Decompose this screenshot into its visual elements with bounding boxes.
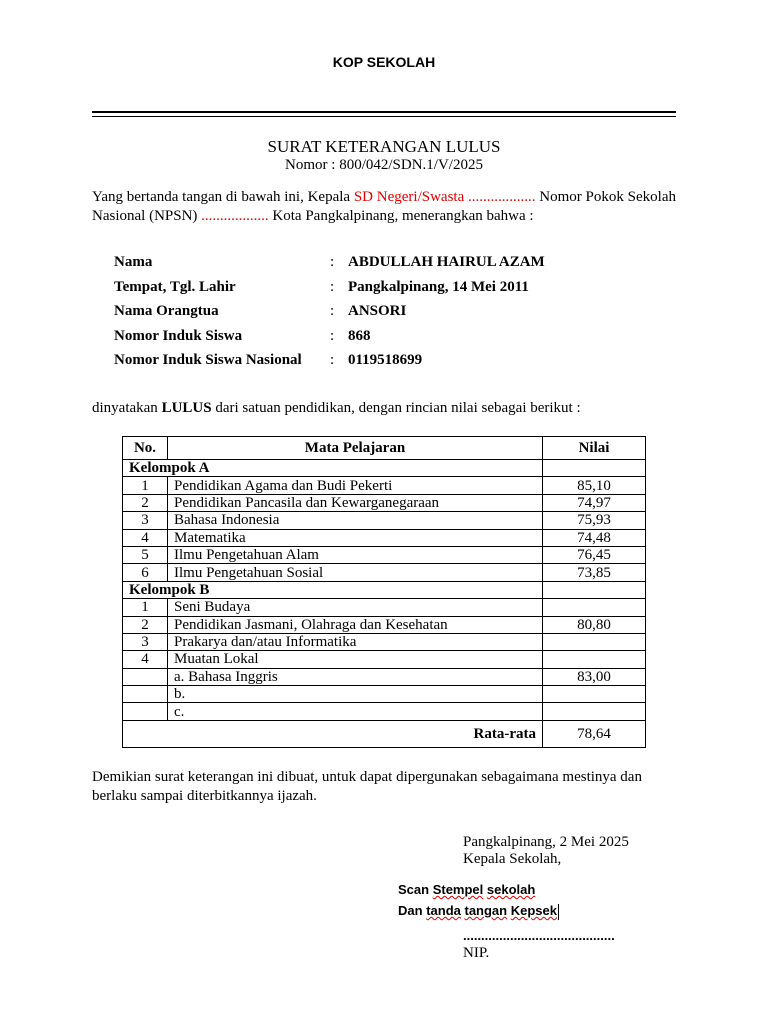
school-name-placeholder: SD Negeri/Swasta bbox=[353, 189, 465, 205]
table-row bbox=[123, 686, 646, 703]
table-header-row bbox=[123, 437, 646, 460]
subject-cell: Pendidikan Agama dan Budi Pekerti bbox=[168, 477, 543, 494]
npsn-placeholder: .................. bbox=[201, 208, 269, 224]
score-cell bbox=[543, 686, 646, 703]
no-cell bbox=[123, 668, 168, 685]
subject-cell: Muatan Lokal bbox=[168, 651, 543, 668]
document-title: SURAT KETERANGAN LULUS bbox=[267, 137, 501, 156]
student-label: Nomor Induk Siswa bbox=[114, 327, 243, 344]
table-row bbox=[123, 616, 646, 633]
table-row bbox=[123, 564, 646, 581]
table-row bbox=[123, 668, 646, 685]
score-cell: 80,80 bbox=[543, 616, 646, 633]
no-cell bbox=[123, 703, 168, 720]
statement-text: dinyatakan bbox=[92, 400, 162, 416]
subject-cell: Bahasa Indonesia bbox=[168, 512, 543, 529]
score-cell bbox=[543, 633, 646, 650]
score-cell: 76,45 bbox=[543, 546, 646, 563]
signature-block bbox=[463, 834, 629, 868]
stamp-line-1 bbox=[398, 879, 559, 900]
score-cell bbox=[543, 460, 646, 477]
score-cell: 83,00 bbox=[543, 668, 646, 685]
subject-cell: Seni Budaya bbox=[168, 599, 543, 616]
header-score: Nilai bbox=[543, 437, 646, 460]
no-cell bbox=[123, 686, 168, 703]
score-cell bbox=[543, 651, 646, 668]
score-cell: 73,85 bbox=[543, 564, 646, 581]
table-row bbox=[123, 651, 646, 668]
lulus-emphasis: LULUS bbox=[161, 400, 212, 416]
no-cell: 6 bbox=[123, 564, 168, 581]
subject-cell: b. bbox=[168, 686, 543, 703]
intro-text-1: Yang bertanda tangan di bawah ini, Kepala bbox=[92, 189, 354, 205]
score-cell: 74,97 bbox=[543, 494, 646, 511]
colon: : bbox=[330, 254, 335, 270]
stamp-word: tanda bbox=[426, 903, 461, 918]
header-rule-thick bbox=[92, 111, 676, 113]
no-cell: 4 bbox=[123, 529, 168, 546]
signatory-role: Kepala Sekolah, bbox=[463, 851, 562, 867]
letterhead-placeholder: KOP SEKOLAH bbox=[332, 54, 436, 70]
subject-cell: Pendidikan Jasmani, Olahraga dan Kesehatan bbox=[168, 616, 543, 633]
group-row bbox=[123, 581, 646, 598]
table-row bbox=[123, 633, 646, 650]
subject-cell: Ilmu Pengetahuan Alam bbox=[168, 546, 543, 563]
student-value: 868 bbox=[348, 327, 371, 344]
subject-cell: Matematika bbox=[168, 529, 543, 546]
student-label: Nomor Induk Siswa Nasional bbox=[114, 352, 302, 368]
colon: : bbox=[330, 303, 335, 319]
score-cell: 74,48 bbox=[543, 529, 646, 546]
intro-text-3: Kota Pangkalpinang, menerangkan bahwa : bbox=[268, 208, 534, 224]
statement-text: dari satuan pendidikan, dengan rincian nilai sebagai berikut : bbox=[211, 400, 581, 416]
colon: : bbox=[330, 327, 335, 344]
grades-table bbox=[122, 436, 646, 748]
intro-text-2: Nomor Pokok Sekolah Nasional (NPSN) bbox=[92, 189, 676, 224]
table-row bbox=[123, 494, 646, 511]
score-cell bbox=[543, 599, 646, 616]
student-label: Tempat, Tgl. Lahir bbox=[114, 278, 236, 295]
intro-paragraph bbox=[92, 188, 676, 226]
nip-label: NIP. bbox=[463, 945, 490, 961]
stamp-word: Kepsek bbox=[510, 903, 557, 918]
subject-cell: c. bbox=[168, 703, 543, 720]
stamp-word: tangan bbox=[464, 903, 508, 918]
table-row bbox=[123, 599, 646, 616]
subject-cell: Pendidikan Pancasila dan Kewarganegaraan bbox=[168, 494, 543, 511]
no-cell: 5 bbox=[123, 546, 168, 563]
school-dots-placeholder: .................. bbox=[464, 189, 536, 205]
header-rule-thin bbox=[92, 116, 676, 117]
group-row bbox=[123, 460, 646, 477]
header-no: No. bbox=[123, 437, 168, 460]
no-cell: 4 bbox=[123, 651, 168, 668]
stamp-word: Dan bbox=[398, 903, 423, 918]
score-cell bbox=[543, 703, 646, 720]
place-date: Pangkalpinang, 2 Mei 2025 bbox=[463, 834, 629, 850]
colon: : bbox=[330, 352, 335, 368]
average-row bbox=[123, 720, 646, 747]
average-label: Rata-rata bbox=[123, 720, 543, 747]
student-value: ABDULLAH HAIRUL AZAM bbox=[348, 254, 545, 270]
student-value: Pangkalpinang, 14 Mei 2011 bbox=[348, 278, 529, 295]
graduation-statement bbox=[92, 400, 581, 417]
group-label: Kelompok B bbox=[123, 581, 543, 598]
table-row bbox=[123, 512, 646, 529]
score-cell bbox=[543, 581, 646, 598]
table-row bbox=[123, 529, 646, 546]
document-number: Nomor : 800/042/SDN.1/V/2025 bbox=[285, 157, 483, 173]
no-cell: 2 bbox=[123, 616, 168, 633]
colon: : bbox=[330, 278, 335, 295]
stamp-word: Stempel bbox=[432, 882, 484, 897]
no-cell: 1 bbox=[123, 477, 168, 494]
table-row bbox=[123, 546, 646, 563]
no-cell: 3 bbox=[123, 512, 168, 529]
stamp-line-2 bbox=[398, 900, 559, 921]
no-cell: 2 bbox=[123, 494, 168, 511]
subject-cell: Ilmu Pengetahuan Sosial bbox=[168, 564, 543, 581]
subject-cell: a. Bahasa Inggris bbox=[168, 668, 543, 685]
no-cell: 1 bbox=[123, 599, 168, 616]
subject-cell: Prakarya dan/atau Informatika bbox=[168, 633, 543, 650]
student-label: Nama bbox=[114, 254, 153, 270]
score-cell: 85,10 bbox=[543, 477, 646, 494]
score-cell: 75,93 bbox=[543, 512, 646, 529]
stamp-word: Scan bbox=[398, 882, 430, 897]
student-label: Nama Orangtua bbox=[114, 303, 219, 319]
group-label: Kelompok A bbox=[123, 460, 543, 477]
table-row bbox=[123, 477, 646, 494]
table-row bbox=[123, 703, 646, 720]
student-value: ANSORI bbox=[348, 303, 407, 319]
average-value: 78,64 bbox=[543, 720, 646, 747]
stamp-signature-note bbox=[398, 879, 559, 921]
signatory-name-placeholder: .......................................... bbox=[463, 928, 615, 943]
stamp-word: sekolah bbox=[486, 882, 536, 897]
no-cell: 3 bbox=[123, 633, 168, 650]
student-value: 0119518699 bbox=[348, 352, 423, 368]
closing-paragraph: Demikian surat keterangan ini dibuat, untuk dapat dipergunakan sebagaimana mestinya dan berlaku sampai diterbitkannya ijazah. bbox=[92, 769, 642, 804]
header-subject: Mata Pelajaran bbox=[168, 437, 543, 460]
text-cursor bbox=[558, 904, 559, 920]
